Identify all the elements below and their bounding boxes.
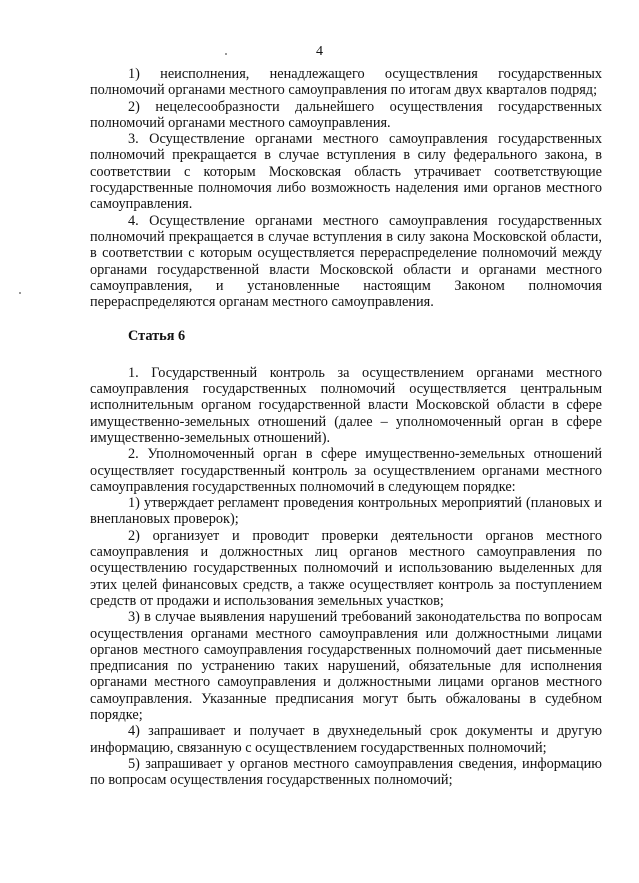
list-item: 1) утверждает регламент проведения контрольных мероприятий (плановых и внеплановых проверок); [90, 495, 602, 528]
list-item: 4) запрашивает и получает в двухнедельный срок документы и другую информацию, связанную с осуществлением государственных полномочий; [90, 723, 602, 756]
page-number: 4 [316, 44, 323, 59]
list-item: 3) в случае выявления нарушений требований законодательства по вопросам осуществления органами местного самоуправления или должностными лицами органов местного самоуправления государственных полномочий дает письменные предписания по устранению таких нарушений, обязательные для исполнения органами местного самоуправления и должностными лицами органов местного самоуправления. Указанные предписания могут быть обжалованы в судебном порядке; [90, 609, 602, 723]
list-item: 2) организует и проводит проверки деятельности органов местного самоуправления и должностных лиц органов местного самоуправления по осуществлению государственных полномочий и использованию выделенных для этих целей финансовых средств, а также осуществляет контроль за поступлением средств от продажи и использования земельных участков; [90, 527, 602, 609]
scan-speck [19, 292, 21, 294]
paragraph: 2) нецелесообразности дальнейшего осуществления государственных полномочий органами местного самоуправления. [90, 98, 602, 131]
list-item: 5) запрашивает у органов местного самоуправления сведения, информацию по вопросам осуществления государственных полномочий; [90, 755, 602, 789]
paragraph: 1. Государственный контроль за осуществлением органами местного самоуправления государственных полномочий осуществляется центральным исполнительным органом государственной власти Московской области в сфере имущественно-земельных отношений (далее – уполномоченный орган в сфере имущественно-земельных отношений). [90, 364, 602, 446]
paragraph: 4. Осуществление органами местного самоуправления государственных полномочий прекращается в случае вступления в силу закона Московской области, в соответствии с которым осуществляется перераспределение полномочий между органами государственной власти Московской области и органами местного самоуправления, и установленные настоящим Законом полномочия перераспределяются органам местного самоуправления. [90, 212, 602, 311]
paragraph: 2. Уполномоченный орган в сфере имущественно-земельных отношений осуществляет государственный контроль за осуществлением органами местного самоуправления государственных полномочий в следующем порядке: [90, 446, 602, 495]
paragraph: 3. Осуществление органами местного самоуправления государственных полномочий прекращается в случае вступления в силу федерального закона, в соответствии с которым Московская область утрачивает соответствующие государственные полномочия либо возможность наделения ими органов местного самоуправления. [90, 131, 602, 213]
document-body [90, 66, 602, 788]
article-heading: Статья 6 [128, 328, 186, 345]
paragraph: 1) неисполнения, ненадлежащего осуществления государственных полномочий органами местного самоуправления по итогам двух кварталов подряд; [90, 66, 602, 99]
scan-speck [225, 53, 227, 55]
